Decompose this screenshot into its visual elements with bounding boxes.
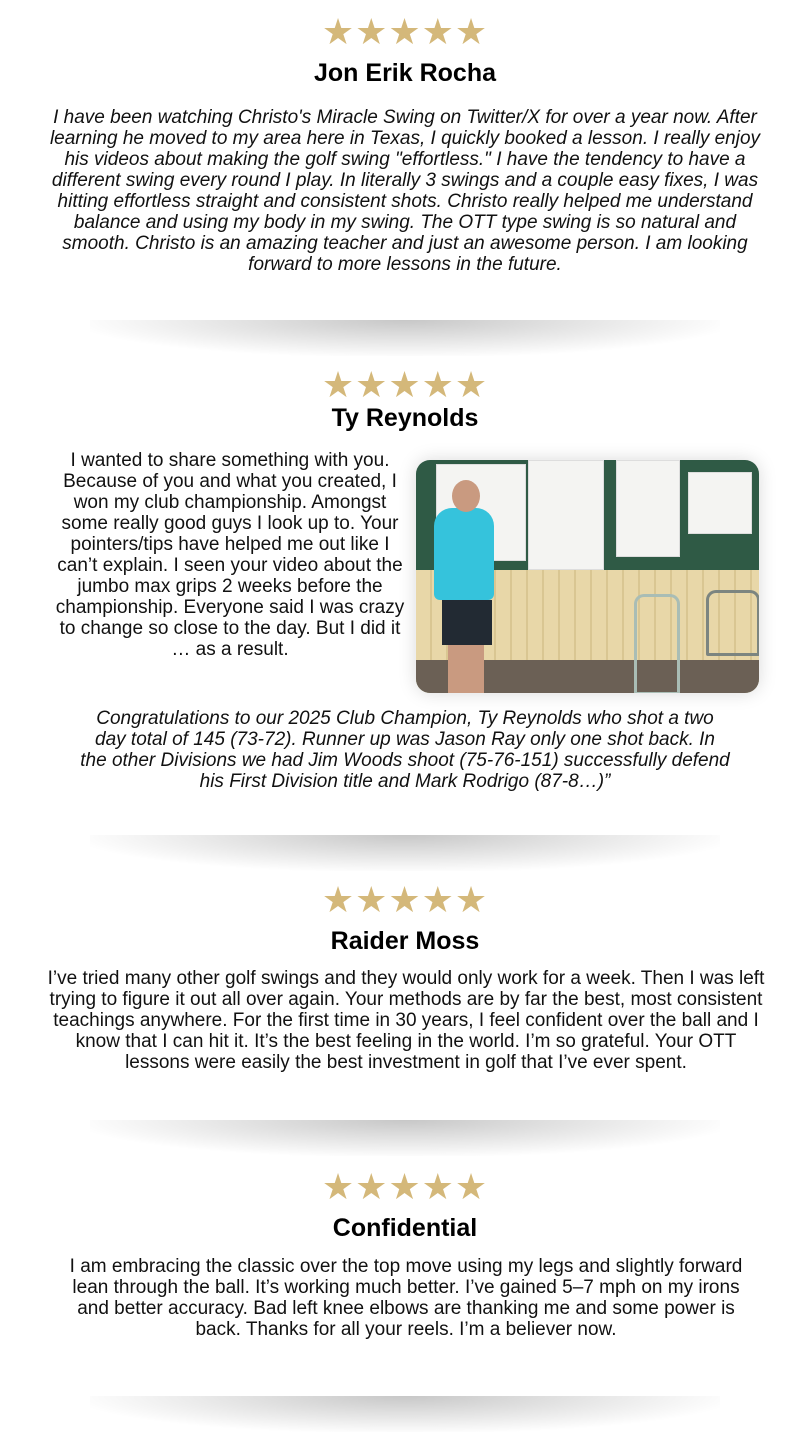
club-announcement-quote: Congratulations to our 2025 Club Champion, Ty Reynolds who shot a two day total of 145 (73-72). Runner up was Jason Ray only one shot back. In the other Divisions we had Jim Woods shoot (75-76-151) successfully defend his First Division title and Mark Rodrigo (87-8…)” xyxy=(80,708,730,792)
star-rating-icon: ★★★★★ xyxy=(321,879,489,920)
star-rating-icon: ★★★★★ xyxy=(321,1166,489,1207)
star-rating-icon: ★★★★★ xyxy=(321,11,489,52)
review-text: I wanted to share something with you. Because of you and what you created, I won my club championship. Amongst some really good guys I look up to. Your pointers/tips have helped me out like I can’t explain. I seen your video about the jumbo max grips 2 weeks before the championship. Everyone said I was crazy to change so close to the day. But I did it … as a result. xyxy=(55,450,405,660)
review-text: I’ve tried many other golf swings and they would only work for a week. Then I was left trying to figure it out all over again. Your methods are by far the best, most consistent teachings anywhere. For the first time in 30 years, I feel confident over the ball and I know that I can hit it. It’s the best feeling in the world. I’m so grateful. Your OTT lessons were easily the best investment in golf that I’ve ever spent. xyxy=(47,968,765,1073)
divider-shadow xyxy=(90,320,720,356)
reviewer-name: Jon Erik Rocha xyxy=(314,59,496,87)
review-text: I am embracing the classic over the top move using my legs and slightly forward lean through the ball. It’s working much better. I’ve gained 5–7 mph on my irons and better accuracy. Bad left knee elbows are thanking me and some power is back. Thanks for all your reels. I’m a believer now. xyxy=(69,1256,743,1340)
divider-shadow xyxy=(90,1396,720,1432)
reviewer-name: Raider Moss xyxy=(330,927,480,955)
reviewer-name: Ty Reynolds xyxy=(331,404,479,432)
reviewer-name: Confidential xyxy=(332,1214,478,1242)
divider-shadow xyxy=(90,1120,720,1156)
star-rating-icon: ★★★★★ xyxy=(321,364,489,405)
divider-shadow xyxy=(90,835,720,871)
club-champion-photo xyxy=(416,460,759,693)
review-text: I have been watching Christo's Miracle Swing on Twitter/X for over a year now. After learning he moved to my area here in Texas, I quickly booked a lesson. I really enjoy his videos about making the golf swing "effortless." I have the tendency to have a different swing every round I play. In literally 3 swings and a couple easy fixes, I was hitting effortless straight and consistent shots. Christo really helped me understand balance and using my body in my swing. The OTT type swing is so natural and smooth. Christo is an amazing teacher and just an awesome person. I am looking forward to more lessons in the future. xyxy=(49,107,761,275)
